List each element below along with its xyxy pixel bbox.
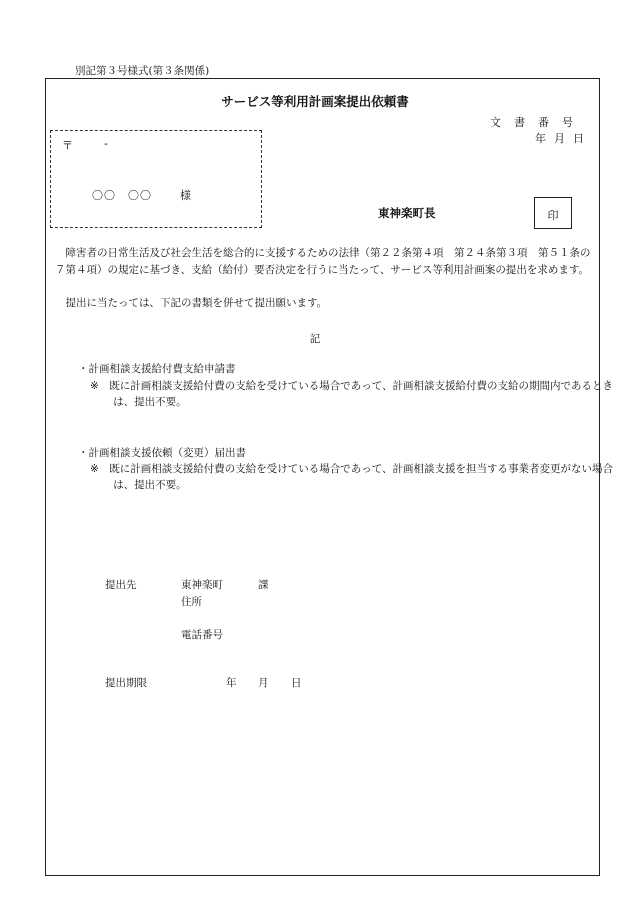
page-title: サービス等利用計画案提出依頼書 — [221, 94, 409, 109]
deadline-month: 月 — [258, 677, 269, 689]
sender-name: 東神楽町長 — [378, 206, 436, 220]
submission-address-label: 住所 — [181, 596, 202, 608]
date-header: 年月日 — [535, 132, 592, 145]
item-note: ※ 既に計画相談支援給付費の支給を受けている場合であって、計画相談支援給付費の支給の期間内であるときは、提出不要。 — [90, 380, 613, 408]
submission-label: 提出先 — [105, 579, 137, 591]
recipient-name: 〇〇 〇〇 — [92, 189, 152, 202]
doc-number-label: 文書番号 — [490, 116, 586, 129]
submission-town: 東神楽町 — [181, 579, 223, 591]
recipient — [92, 187, 191, 203]
deadline-year: 年 — [226, 677, 237, 689]
recipient-honorific: 様 — [180, 189, 191, 202]
item-title: ・計画相談支援給付費支給申請書 — [78, 363, 236, 375]
postal-dash: - — [104, 137, 108, 150]
postal-mark: 〒 — [62, 139, 73, 152]
submission-section: 課 — [258, 579, 269, 591]
submission-phone-label: 電話番号 — [181, 629, 223, 641]
deadline-label: 提出期限 — [105, 677, 147, 689]
attachment-paragraph: 提出に当たっては、下記の書類を併せて提出願います。 — [65, 297, 328, 309]
request-paragraph: 障害者の日常生活及び社会生活を総合的に支援するための法律（第２２条第４項 第２４条第３項 第５１条の７第４項）の規定に基づき、支給（給付）要否決定を行うに当たって、サービス等利用計画案の提出を求めます。 — [55, 247, 591, 276]
form-label: 別記第３号様式(第３条関係) — [75, 65, 210, 77]
ki-heading: 記 — [309, 333, 321, 345]
address-box — [50, 130, 262, 228]
item-note: ※ 既に計画相談支援給付費の支給を受けている場合であって、計画相談支援を担当する事業者変更がない場合は、提出不要。 — [90, 463, 613, 491]
deadline-day: 日 — [291, 677, 302, 689]
seal-box: 印 — [534, 197, 572, 229]
item-title: ・計画相談支援依頼（変更）届出書 — [78, 447, 246, 459]
